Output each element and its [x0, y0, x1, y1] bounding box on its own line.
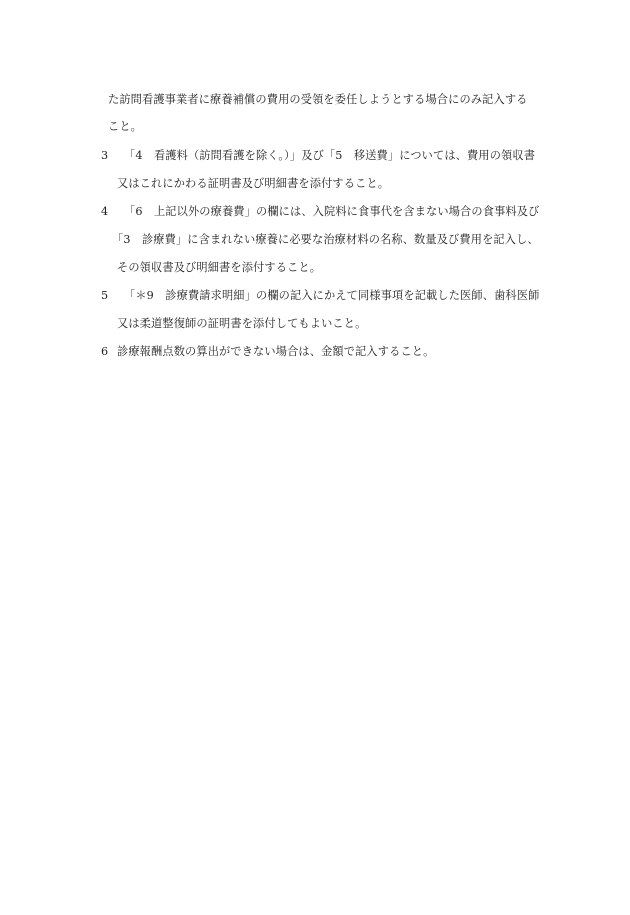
item-4-line-3 [0, 257, 630, 279]
item-5-line-2 [0, 313, 630, 335]
item-4-line-2 [0, 229, 630, 251]
item-text: 「4 看護料（訪問看護を除く。）」及び「5 移送費」については、費用の領収書 [124, 149, 536, 162]
item-number: 4 [101, 205, 109, 218]
item-text: 「6 上記以外の療養費」の欄には、入院料に食事代を含まない場合の食事料及び [124, 205, 540, 218]
item-text: た訪問看護事業者に療養補償の費用の受領を委任しようとする場合にのみ記入する [108, 93, 528, 106]
item-text: 「3 診療費」に含まれない療養に必要な治療材料の名称、数量及び費用を記入し、 [112, 233, 539, 246]
item-5-line-1 [0, 285, 630, 307]
item-text: 又は柔道整復師の証明書を添付してもよいこと。 [117, 317, 367, 330]
item-3-line-1 [0, 145, 630, 167]
item-6-line-1 [0, 341, 630, 363]
item-text: その領収書及び明細書を添付すること。 [117, 261, 322, 274]
item-text: 又はこれにかわる証明書及び明細書を添付すること。 [117, 177, 390, 190]
item-number: 6 [101, 345, 109, 358]
item-text: 「＊9 診療費請求明細」の欄の記入にかえて同様事項を記載した医師、歯科医師 [124, 289, 540, 302]
item-text: 診療報酬点数の算出ができない場合は、金額で記入すること。 [117, 345, 435, 358]
item-continued-line-1 [0, 89, 630, 111]
item-continued-line-2 [0, 116, 630, 138]
item-4-line-1 [0, 201, 630, 223]
item-number: 3 [101, 149, 109, 162]
item-number: 5 [101, 289, 109, 302]
item-3-line-2 [0, 173, 630, 195]
item-text: こと。 [108, 120, 143, 133]
